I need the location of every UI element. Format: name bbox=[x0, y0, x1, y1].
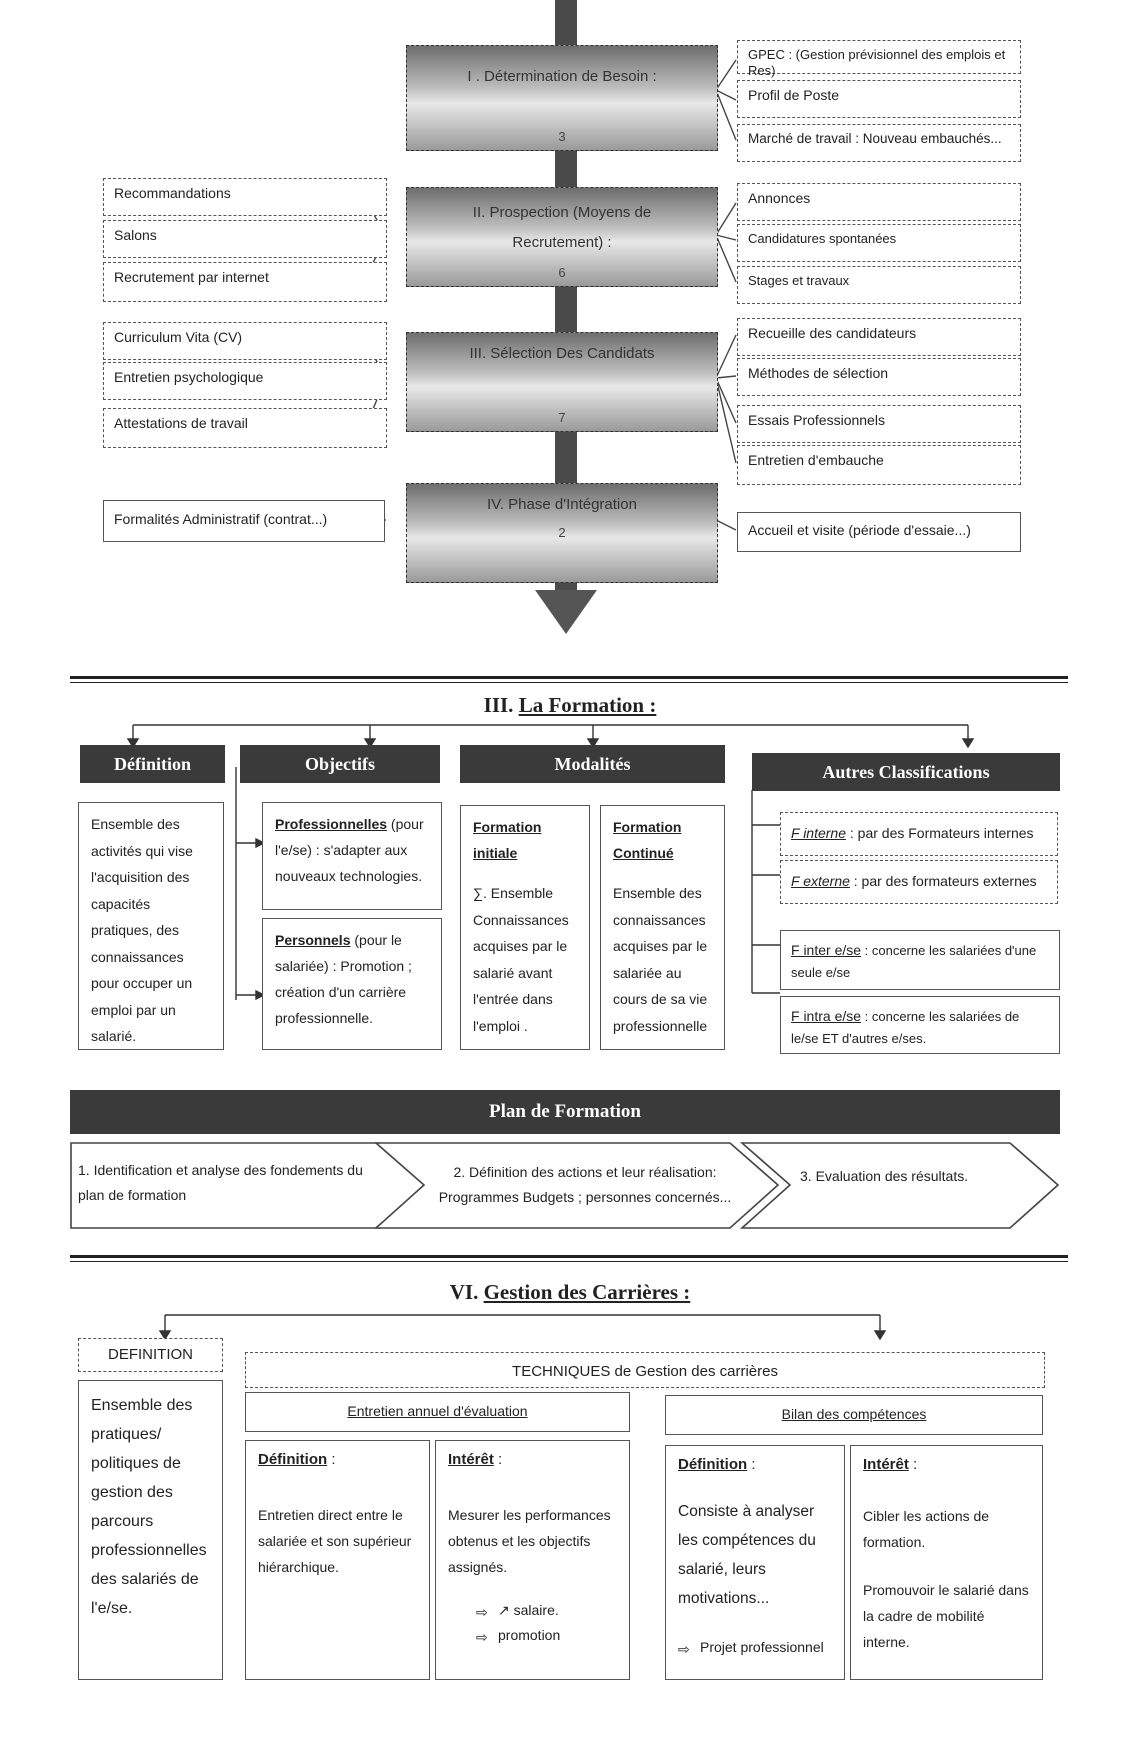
section-divider bbox=[70, 676, 1068, 683]
arrow-right-icon: ⇨ bbox=[678, 1640, 690, 1657]
phase-label: II. Prospection (Moyens de Recrutement) : bbox=[472, 204, 652, 251]
plan-step-3: 3. Evaluation des résultats. bbox=[800, 1168, 969, 1184]
modalite-initiale-text: ∑. Ensemble Connaissances acquises par le salarié avant l'entrée dans l'emploi . bbox=[473, 885, 569, 1034]
objectif-pro-desc: (pour l'e/se) : s'adapter aux nouveaux technologies. bbox=[275, 816, 424, 884]
box-text: Méthodes de sélection bbox=[748, 365, 889, 381]
phase-label: III. Sélection Des Candidats bbox=[469, 345, 655, 362]
bilan-interet-box bbox=[850, 1445, 1043, 1680]
carrieres-techniques-header: TECHNIQUES de Gestion des carrières bbox=[245, 1352, 1045, 1388]
phase-number: 3 bbox=[558, 129, 566, 144]
classification-intra-ese bbox=[780, 996, 1060, 1054]
entretien-interet-box bbox=[435, 1440, 630, 1680]
objectif-pers-title: Personnels bbox=[275, 932, 351, 948]
entretien-definition-text: Entretien direct entre le salariée et son supérieur hiérarchique. bbox=[258, 1506, 412, 1575]
phase-number: 6 bbox=[558, 265, 566, 280]
bilan-interet-text-1: Cibler les actions de formation. bbox=[863, 1507, 990, 1550]
objectif-personnels-box bbox=[262, 918, 442, 1050]
cls-desc: : par des Formateurs internes bbox=[846, 825, 1034, 841]
header-modalites: Modalités bbox=[460, 745, 725, 783]
header-objectifs: Objectifs bbox=[240, 745, 440, 783]
def-label: Définition bbox=[678, 1456, 748, 1473]
box-text: Essais Professionnels bbox=[748, 412, 885, 428]
formation-definition-box bbox=[78, 802, 224, 1050]
bilan-competences-title: Bilan des compétences bbox=[781, 1406, 927, 1422]
phase-prospection bbox=[406, 187, 718, 287]
classification-externe bbox=[780, 860, 1058, 904]
box-attestations bbox=[103, 408, 387, 448]
modalite-continue-title: Formation Continué bbox=[613, 819, 682, 861]
objectif-professionnelles-box bbox=[262, 802, 442, 910]
carrieres-definition-text: Ensemble des pratiques/ politiques de gestion des parcours professionnelles des salariés de l'e/se. bbox=[91, 1397, 207, 1617]
phase-selection bbox=[406, 332, 718, 432]
bilan-definition-item bbox=[678, 1639, 832, 1657]
item-text: Projet professionnel bbox=[700, 1638, 824, 1655]
box-stages-travaux bbox=[737, 266, 1021, 304]
modalite-continue-text: Ensemble des connaissances acquises par le salariée au cours de sa vie professionnelle bbox=[613, 885, 708, 1034]
plan-step-2: 2. Définition des actions et leur réalisation: Programmes Budgets ; personnes concernés... bbox=[438, 1164, 732, 1205]
box-text: Candidatures spontanées bbox=[748, 231, 897, 246]
cls-desc: : concerne les salariées de le/se ET d'autres e/ses. bbox=[791, 1009, 1020, 1046]
section-divider-2 bbox=[70, 1255, 1068, 1262]
objectif-professionnelles-text bbox=[275, 811, 429, 889]
box-cv bbox=[103, 322, 387, 360]
cls-title: F externe bbox=[791, 873, 850, 889]
def-label: Définition bbox=[258, 1451, 328, 1468]
box-text: Attestations de travail bbox=[114, 415, 248, 431]
cls-title: F intra e/se bbox=[791, 1008, 862, 1024]
header-autres-classifications: Autres Classifications bbox=[752, 753, 1060, 791]
box-recrutement-internet bbox=[103, 262, 387, 302]
box-salons bbox=[103, 220, 387, 258]
box-recommandations bbox=[103, 178, 387, 216]
bilan-interet-text-2: Promouvoir le salarié dans la cadre de mobilité interne. bbox=[863, 1581, 1029, 1650]
flow-end-arrow-icon bbox=[535, 590, 597, 638]
phase-number: 7 bbox=[558, 410, 566, 425]
phase-label: IV. Phase d'Intégration bbox=[487, 496, 637, 513]
carrieres-title-text: Gestion des Carrières : bbox=[483, 1280, 691, 1304]
formation-definition-text: Ensemble des activités qui vise l'acquisition des capacités pratiques, des connaissances pour occuper un emploi par un salarié. bbox=[91, 816, 193, 1044]
box-text: Profil de Poste bbox=[748, 87, 840, 103]
phase-label: I . Détermination de Besoin : bbox=[467, 68, 657, 85]
box-text: Entretien d'embauche bbox=[748, 452, 884, 468]
box-text: Recueille des candidateurs bbox=[748, 325, 917, 341]
box-text: GPEC : (Gestion prévisionnel des emplois et Res) bbox=[748, 47, 1006, 79]
item-text: ↗ salaire. bbox=[498, 1601, 559, 1618]
cls-title: F interne bbox=[791, 825, 846, 841]
objectif-pers-desc: (pour le salariée) : Promotion ; création d'un carrière professionnelle. bbox=[275, 932, 412, 1026]
plan-formation-header: Plan de Formation bbox=[70, 1090, 1060, 1134]
box-text: Recommandations bbox=[114, 185, 231, 201]
box-recueille-candidateurs bbox=[737, 318, 1021, 356]
objectif-pro-title: Professionnelles bbox=[275, 816, 388, 832]
box-text: Salons bbox=[114, 227, 157, 243]
entretien-definition-box bbox=[245, 1440, 430, 1680]
arrow-right-icon: ⇨ bbox=[476, 1629, 488, 1646]
box-entretien-psychologique bbox=[103, 362, 387, 400]
header-definition: Définition bbox=[80, 745, 225, 783]
int-label: Intérêt bbox=[863, 1456, 909, 1473]
box-text: Entretien psychologique bbox=[114, 369, 264, 385]
int-label: Intérêt bbox=[448, 1451, 494, 1468]
box-text: Marché de travail : Nouveau embauchés... bbox=[748, 131, 1002, 146]
entretien-interet-item-promotion bbox=[448, 1627, 617, 1645]
entretien-annuel-title: Entretien annuel d'évaluation bbox=[347, 1403, 528, 1419]
box-gpec bbox=[737, 40, 1021, 79]
box-essais-professionnels bbox=[737, 405, 1021, 443]
classification-interne bbox=[780, 812, 1058, 856]
formation-title-num: III. bbox=[483, 693, 514, 717]
cls-desc: : par des formateurs externes bbox=[849, 873, 1037, 889]
formation-title-text: La Formation : bbox=[518, 693, 657, 717]
modalite-initiale-title: Formation initiale bbox=[473, 819, 542, 861]
carrieres-title-num: VI. bbox=[449, 1280, 479, 1304]
objectif-personnels-text bbox=[275, 927, 429, 1031]
entretien-annuel-header bbox=[245, 1392, 630, 1432]
cls-desc: : concerne les salariées d'une seule e/se bbox=[791, 943, 1037, 980]
box-annonces bbox=[737, 183, 1021, 221]
box-formalites-administratif bbox=[103, 500, 385, 542]
box-text: Recrutement par internet bbox=[114, 269, 269, 285]
entretien-interet-label: Intérêt : bbox=[448, 1451, 503, 1468]
box-text: Stages et travaux bbox=[748, 273, 850, 288]
modalite-continue-box bbox=[600, 805, 725, 1050]
phase-number: 2 bbox=[558, 525, 566, 540]
entretien-interet-text: Mesurer les performances obtenus et les objectifs assignés. bbox=[448, 1506, 611, 1575]
phase-integration bbox=[406, 483, 718, 583]
box-entretien-embauche bbox=[737, 445, 1021, 485]
box-candidatures-spontanees bbox=[737, 224, 1021, 262]
bilan-competences-header bbox=[665, 1395, 1043, 1435]
bilan-definition-box bbox=[665, 1445, 845, 1680]
box-text: Annonces bbox=[748, 190, 811, 206]
item-text: promotion bbox=[498, 1627, 561, 1644]
classification-inter-ese bbox=[780, 930, 1060, 990]
carrieres-definition-header: DEFINITION bbox=[78, 1338, 223, 1372]
entretien-interet-item-salaire bbox=[448, 1602, 617, 1620]
bilan-interet-label: Intérêt : bbox=[863, 1456, 918, 1473]
bilan-definition-label: Définition : bbox=[678, 1456, 756, 1473]
box-text: Accueil et visite (période d'essaie...) bbox=[748, 522, 971, 538]
arrow-right-icon: ⇨ bbox=[476, 1603, 488, 1620]
modalite-initiale-box bbox=[460, 805, 590, 1050]
box-text: Curriculum Vita (CV) bbox=[114, 329, 243, 345]
box-methodes-selection bbox=[737, 358, 1021, 396]
box-marche-travail bbox=[737, 124, 1021, 162]
cls-title: F inter e/se bbox=[791, 942, 862, 958]
entretien-definition-label: Définition : bbox=[258, 1451, 336, 1468]
box-profil-poste bbox=[737, 80, 1021, 118]
box-text: Formalités Administratif (contrat...) bbox=[114, 511, 328, 527]
phase-determination-besoin bbox=[406, 45, 718, 151]
plan-step-1: 1. Identification et analyse des fondements du plan de formation bbox=[78, 1162, 363, 1203]
carrieres-title bbox=[360, 1280, 780, 1305]
bilan-definition-text: Consiste à analyser les compétences du salarié, leurs motivations... bbox=[678, 1502, 816, 1607]
box-accueil-visite bbox=[737, 512, 1021, 552]
carrieres-definition-box bbox=[78, 1380, 223, 1680]
